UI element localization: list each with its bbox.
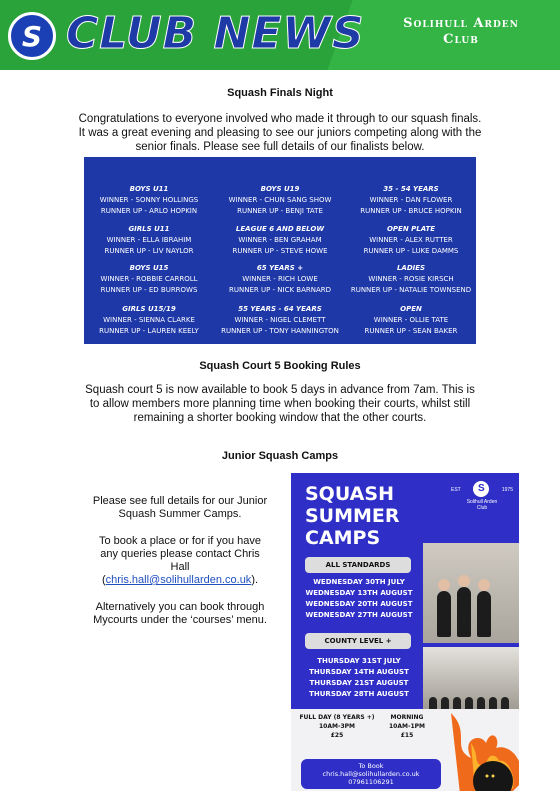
finalist-category: LADIES <box>396 264 426 272</box>
court-heading: Squash Court 5 Booking Rules <box>199 360 361 372</box>
finalist-category: 65 YEARS + <box>256 264 304 272</box>
finalist-runner-up: RUNNER UP - NICK BARNARD <box>228 286 332 294</box>
club-logo <box>8 12 56 60</box>
finalist-runner-up: RUNNER UP - BENJI TATE <box>237 207 323 215</box>
poster-title-line2: SUMMER <box>305 505 400 527</box>
camps-para-contact: To book a place or for if you have any queries please contact Chris Hall (chris.hall@solihullarden.co.uk). <box>98 535 262 586</box>
poster-photo-juniors <box>423 543 519 643</box>
finalist-category: OPEN PLATE <box>386 225 436 233</box>
finalist-category: OPEN <box>400 305 422 313</box>
finalist-winner: WINNER - SIENNA CLARKE <box>103 316 195 324</box>
poster-logo-mark: S <box>473 481 489 497</box>
finals-heading: Squash Finals Night <box>227 87 333 99</box>
poster-pill-county-level: COUNTY LEVEL + <box>305 633 411 649</box>
finalist-runner-up: RUNNER UP - STEVE HOWE <box>232 247 328 255</box>
poster-morning-time: 10AM-1PM <box>389 723 425 730</box>
club-name-line1: Solihull Arden <box>403 16 519 31</box>
finalist-category: 55 YEARS - 64 YEARS <box>238 305 322 313</box>
finalist-cell <box>215 304 345 337</box>
finalist-cell <box>346 263 476 296</box>
poster-booking-box <box>301 759 441 789</box>
finalist-cell <box>346 184 476 217</box>
camps-para-details: Please see full details for our Junior Squash Summer Camps. <box>92 495 268 520</box>
poster-full-day-time: 10AM-3PM <box>319 723 355 730</box>
finals-intro: Congratulations to everyone involved who made it through to our squash finals. It was a great evening and pleasing to see our juniors competing along with the senior finals. Please see full details of our finalists below. <box>78 113 482 153</box>
finalist-category: GIRLS U15/19 <box>122 305 176 313</box>
finalist-cell <box>84 224 214 257</box>
poster-logo-name-line1: Solihull Arden <box>466 499 498 505</box>
poster-date: THURSDAY 21ST AUGUST <box>309 679 409 687</box>
finalist-category: 35 - 54 YEARS <box>383 185 439 193</box>
poster-logo-est: EST <box>451 487 461 493</box>
squash-ball-flame-graphic <box>441 703 519 791</box>
poster-morning <box>379 713 435 740</box>
finalist-category: BOYS U19 <box>260 185 300 193</box>
poster-title <box>305 483 400 549</box>
finalist-runner-up: RUNNER UP - NATALIE TOWNSEND <box>350 286 472 294</box>
club-name <box>368 16 554 48</box>
poster-book-label: To Book <box>358 762 384 770</box>
finalist-runner-up: RUNNER UP - LUKE DAMMS <box>363 247 459 255</box>
finalist-runner-up: RUNNER UP - BRUCE HOPKIN <box>360 207 462 215</box>
finalist-cell <box>84 184 214 217</box>
finalist-runner-up: RUNNER UP - TONY HANNINGTON <box>221 327 339 335</box>
camps-contact-text: To book a place or for if you have any queries please contact Chris Hall <box>98 535 262 573</box>
poster-morning-price: £15 <box>400 732 414 739</box>
finalist-winner: WINNER - BEN GRAHAM <box>238 236 322 244</box>
poster-date: WEDNESDAY 20TH AUGUST <box>305 600 413 608</box>
poster-full-day-price: £25 <box>330 732 344 739</box>
poster-logo-name-line2: Club <box>476 505 488 511</box>
finalist-winner: WINNER - NIGEL CLEMETT <box>234 316 326 324</box>
finalist-category: BOYS U11 <box>129 185 169 193</box>
poster-date: WEDNESDAY 13TH AUGUST <box>305 589 413 597</box>
poster-date: THURSDAY 31ST JULY <box>317 657 401 665</box>
finalist-category: GIRLS U11 <box>128 225 170 233</box>
finalist-runner-up: RUNNER UP - ARLO HOPKIN <box>100 207 198 215</box>
finalist-category: LEAGUE 6 AND BELOW <box>235 225 325 233</box>
finalist-cell <box>84 304 214 337</box>
poster-logo-year: 1975 <box>501 487 513 493</box>
poster-morning-label: MORNING <box>390 714 424 721</box>
finalist-cell <box>215 263 345 296</box>
club-logo-letter: S <box>21 19 43 53</box>
poster-title-line1: SQUASH <box>305 483 394 505</box>
poster-full-day-label: FULL DAY (8 YEARS +) <box>299 714 375 721</box>
finalist-winner: WINNER - SONNY HOLLINGS <box>99 196 199 204</box>
finalist-category: BOYS U15 <box>129 264 169 272</box>
finalist-winner: WINNER - DAN FLOWER <box>369 196 453 204</box>
finalist-cell <box>84 263 214 296</box>
camps-heading: Junior Squash Camps <box>221 450 339 462</box>
camps-para-mycourts: Alternatively you can book through Mycourts under the ‘courses’ menu. <box>93 601 267 626</box>
poster-date: THURSDAY 28TH AUGUST <box>309 690 409 698</box>
poster-book-phone: 07961106291 <box>348 778 394 786</box>
finalist-runner-up: RUNNER UP - LIV NAYLOR <box>104 247 194 255</box>
header-banner <box>0 0 560 70</box>
court-body: Squash court 5 is now available to book 5 days in advance from 7am. This is to allow members more planning time when booking their courts, whilst still remaining a shorter booking window that the other courts. <box>85 384 475 424</box>
finalist-winner: WINNER - ROSIE KIRSCH <box>368 275 454 283</box>
finalist-winner: WINNER - OLLIE TATE <box>373 316 449 324</box>
finalist-winner: WINNER - CHUN SANG SHOW <box>228 196 332 204</box>
finalist-winner: WINNER - RICH LOWE <box>242 275 318 283</box>
poster-full-day <box>295 713 379 740</box>
finalist-cell <box>215 224 345 257</box>
finalist-cell <box>215 184 345 217</box>
poster-book-email: chris.hall@solihullarden.co.uk <box>322 770 420 778</box>
finalists-panel <box>84 157 476 344</box>
newsletter-title: CLUB NEWS <box>66 8 365 59</box>
poster-title-line3: CAMPS <box>305 527 381 549</box>
club-name-line2: Club <box>443 32 479 47</box>
finalist-runner-up: RUNNER UP - ED BURROWS <box>100 286 198 294</box>
poster-date: WEDNESDAY 27TH AUGUST <box>305 611 413 619</box>
poster-date: WEDNESDAY 30TH JULY <box>313 578 405 586</box>
poster-club-logo <box>451 481 513 511</box>
finalist-runner-up: RUNNER UP - SEAN BAKER <box>364 327 458 335</box>
poster-pill-all-standards: ALL STANDARDS <box>305 557 411 573</box>
finalist-winner: WINNER - ELLA IBRAHIM <box>106 236 192 244</box>
finalist-winner: WINNER - ALEX RUTTER <box>369 236 453 244</box>
poster-date: THURSDAY 14TH AUGUST <box>309 668 409 676</box>
finalist-winner: WINNER - ROBBIE CARROLL <box>100 275 198 283</box>
camps-email-link[interactable]: chris.hall@solihullarden.co.uk <box>105 574 252 586</box>
summer-camps-poster <box>291 473 519 791</box>
finalist-runner-up: RUNNER UP - LAUREN KEELY <box>99 327 199 335</box>
poster-dates-county-level <box>299 656 419 700</box>
finalist-cell <box>346 304 476 337</box>
poster-dates-all-standards <box>299 577 419 621</box>
finalist-cell <box>346 224 476 257</box>
